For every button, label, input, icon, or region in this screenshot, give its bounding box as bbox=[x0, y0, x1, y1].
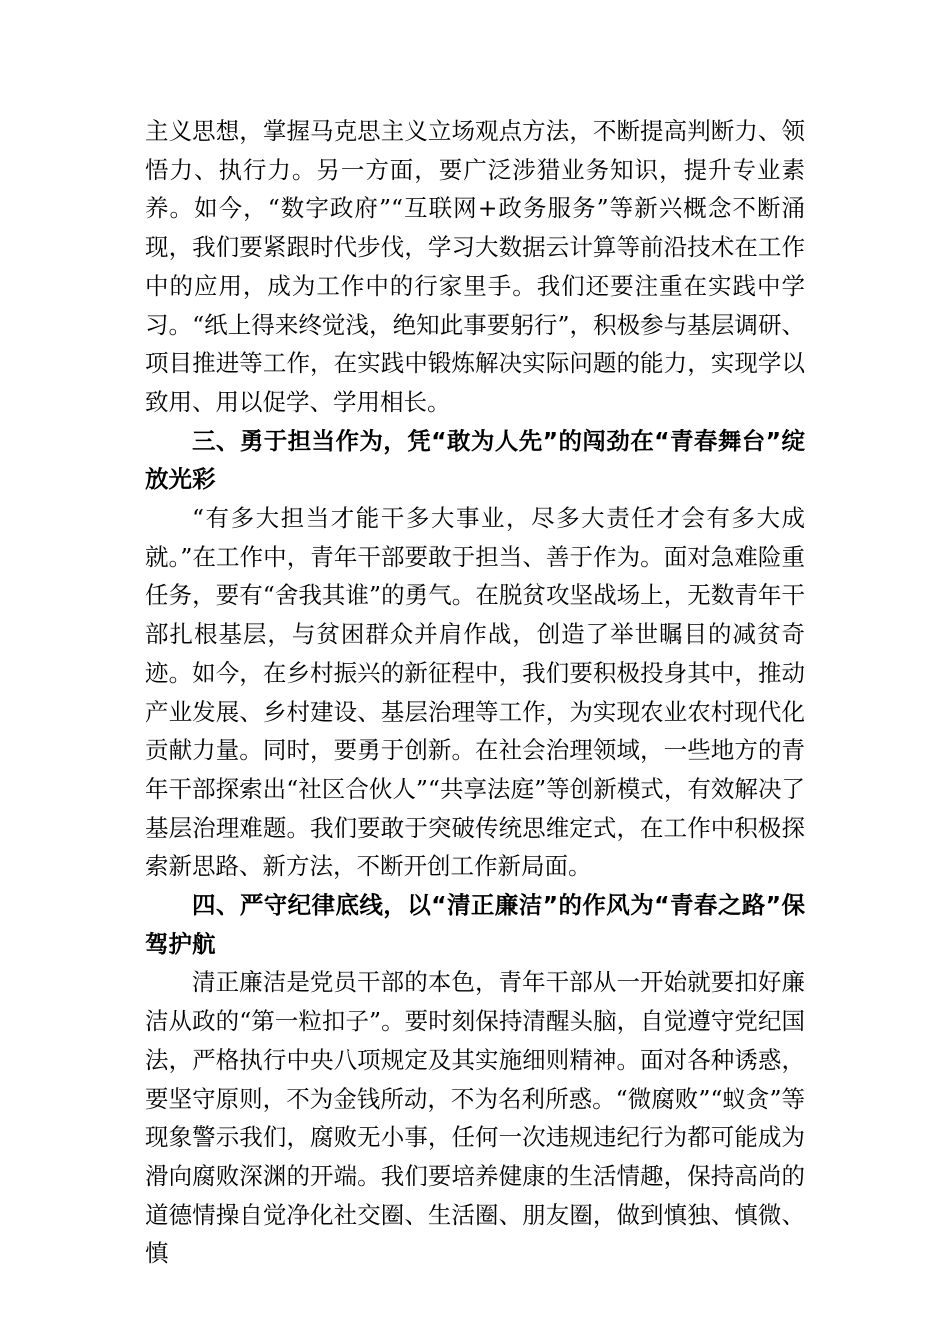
section-heading-3: 三、勇于担当作为，凭“敢为人先”的闯劲在“青春舞台”绽放光彩 bbox=[145, 426, 805, 494]
body-paragraph-section-4: 清正廉洁是党员干部的本色，青年干部从一开始就要扣好廉洁从政的“第一粒扣子”。要时刻保持清醒头脑，自觉遵守党纪国法，严格执行中央八项规定及其实施细则精神。面对各种诱惑，要坚守原则，不为金钱所动，不为名利所惑。“微腐败”“蚁贪”等现象警示我们，腐败无小事，任何一次违规违纪行为都可能成为滑向腐败深渊的开端。我们要培养健康的生活情趣，保持高尚的道德情操自觉净化社交圈、生活圈、朋友圈，做到慎独、慎微、慎 bbox=[145, 968, 805, 1268]
body-paragraph-section-3: “有多大担当才能干多大事业，尽多大责任才会有多大成就。”在工作中，青年干部要敢于担当、善于作为。面对急难险重任务，要有“舍我其谁”的勇气。在脱贫攻坚战场上，无数青年干部扎根基层，与贫困群众并肩作战，创造了举世瞩目的减贫奇迹。如今，在乡村振兴的新征程中，我们要积极投身其中，推动产业发展、乡村建设、基层治理等工作，为实现农业农村现代化贡献力量。同时，要勇于创新。在社会治理领域，一些地方的青年干部探索出“社区合伙人”“共享法庭”等创新模式，有效解决了基层治理难题。我们要敢于突破传统思维定式，在工作中积极探索新思路、新方法，不断开创工作新局面。 bbox=[145, 504, 805, 881]
section-heading-4: 四、严守纪律底线，以“清正廉洁”的作风为“青春之路”保驾护航 bbox=[145, 891, 805, 958]
body-paragraph-continued: 主义思想，掌握马克思主义立场观点方法，不断提高判断力、领悟力、执行力。另一方面，要广泛涉猎业务知识，提升专业素养。如今，“数字政府”“互联网+政务服务”等新兴概念不断涌现，我们要紧跟时代步伐，学习大数据云计算等前沿技术在工作中的应用，成为工作中的行家里手。我们还要注重在实践中学习。“纸上得来终觉浅，绝知此事要躬行”，积极参与基层调研、项目推进等工作，在实践中锻炼解决实际问题的能力，实现学以致用、用以促学、学用相长。 bbox=[145, 117, 805, 416]
document-page bbox=[145, 112, 805, 1273]
